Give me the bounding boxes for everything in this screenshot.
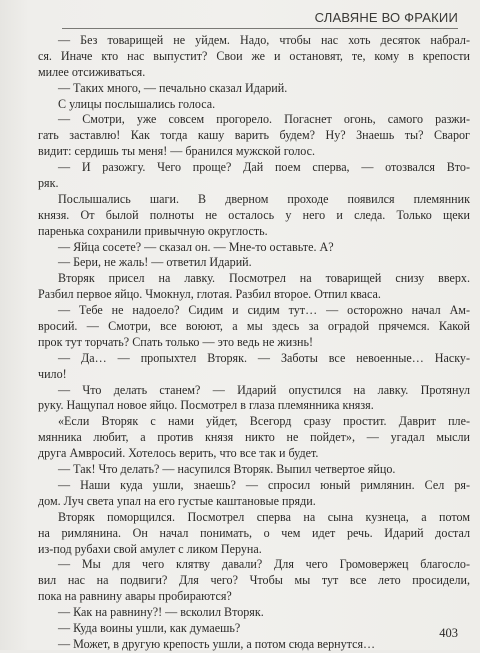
text-line: прок тут торчать? Спать только — это ведь не жизнь! <box>38 334 314 349</box>
text-line: — Да… — пропыхтел Вторяк. — Заботы все невоенные… Наску- <box>58 350 470 365</box>
text-line: гать заставлю! Как тогда кашу варить будем? Ну? Знаешь ты? Сварог <box>38 128 470 143</box>
text-line: мянника любит, а против князя никто не пойдет», — угадал мысли <box>38 430 470 445</box>
text-line: ся. Иначе кто нас выпустит? Свои же и остановят, те, кому в крепости <box>38 48 470 63</box>
text-line: вил нас на подвиги? Для чего? Чтобы мы тут все лето просидели, <box>38 573 470 588</box>
text-line: Послышались шаги. В дверном проходе появился племянник <box>58 191 470 206</box>
text-line: вросий. — Смотри, все воюют, а мы здесь за оградой прячемся. Какой <box>38 319 470 334</box>
text-line: князя. От былой полноты не осталось у него и следа. Только щеки <box>38 207 470 222</box>
header-title: СЛАВЯНЕ ВО ФРАКИИ <box>314 10 458 25</box>
text-line: — Наши куда ушли, знаешь? — спросил юный римлянин. Сел ря- <box>58 477 470 492</box>
running-header <box>62 4 458 30</box>
text-line: Вторяк присел на лавку. Посмотрел на товарищей снизу вверх. <box>58 271 470 286</box>
text-line: друга Амвросий. Хотелось верить, что все так и будет. <box>38 446 319 461</box>
text-line: С улицы послышались голоса. <box>58 96 216 111</box>
text-line: дом. Луч света упал на его густые каштановые пряди. <box>38 493 316 508</box>
text-line: ряк. <box>38 176 59 191</box>
text-line: — Так! Что делать? — насупился Вторяк. Выпил четвертое яйцо. <box>58 462 396 477</box>
text-line: — Яйца сосете? — сказал он. — Мне-то оставьте. А? <box>58 239 334 254</box>
text-line: — Может, в другую крепость ушли, а потом сюда вернутся… <box>58 636 376 651</box>
header-rule <box>62 28 458 29</box>
text-line: — Что делать станем? — Идарий опустился на лавку. Протянул <box>58 382 470 397</box>
text-line: «Если Вторяк с нами уйдет, Всегорд сразу простит. Даврит пле- <box>58 414 470 429</box>
text-line: пока на равнину авары пробираются? <box>38 589 232 604</box>
text-line: из-под рубахи свой амулет с ликом Перуна. <box>38 541 262 556</box>
text-line: руку. Нащупал новое яйцо. Посмотрел в глаза племянника князя. <box>38 398 374 413</box>
text-line: видит: сердишь ты меня! — бранился мужской голос. <box>38 144 316 159</box>
text-line: — Таких много, — печально сказал Идарий. <box>58 80 288 95</box>
text-line: чило! <box>38 366 67 381</box>
text-line: — Бери, не жаль! — ответил Идарий. <box>58 255 252 270</box>
text-line: — Мы для чего клятву давали? Для чего Громовержец благосло- <box>58 557 470 572</box>
text-line: паренька сохранили привычную округлость. <box>38 223 268 238</box>
text-line: — Куда воины ушли, как думаешь? <box>58 620 241 635</box>
text-line: — Без товарищей не уйдем. Надо, чтобы нас хоть десяток набрал- <box>58 33 470 47</box>
page-number: 403 <box>439 626 458 640</box>
text-line: на римлянина. Он начал понимать, о чем идет речь. Идарий достал <box>38 525 470 540</box>
body-text <box>38 33 470 653</box>
text-line: — Смотри, уже совсем прогорело. Погаснет огонь, самого разжи- <box>58 112 470 127</box>
text-line: милее отсиживаться. <box>38 64 146 79</box>
text-line: — Как на равнину?! — всколил Вторяк. <box>58 605 264 620</box>
text-line: Вторяк поморщился. Посмотрел сперва на сына кузнеца, а потом <box>58 509 470 524</box>
text-line: Разбил первое яйцо. Чмокнул, глотая. Разбил второе. Отпил кваса. <box>38 287 381 302</box>
text-line: — И разожгу. Чего проще? Дай поем сперва, — отозвался Вто- <box>58 160 470 175</box>
text-line: — Тебе не надоело? Сидим и сидим тут… — осторожно начал Ам- <box>58 303 470 318</box>
